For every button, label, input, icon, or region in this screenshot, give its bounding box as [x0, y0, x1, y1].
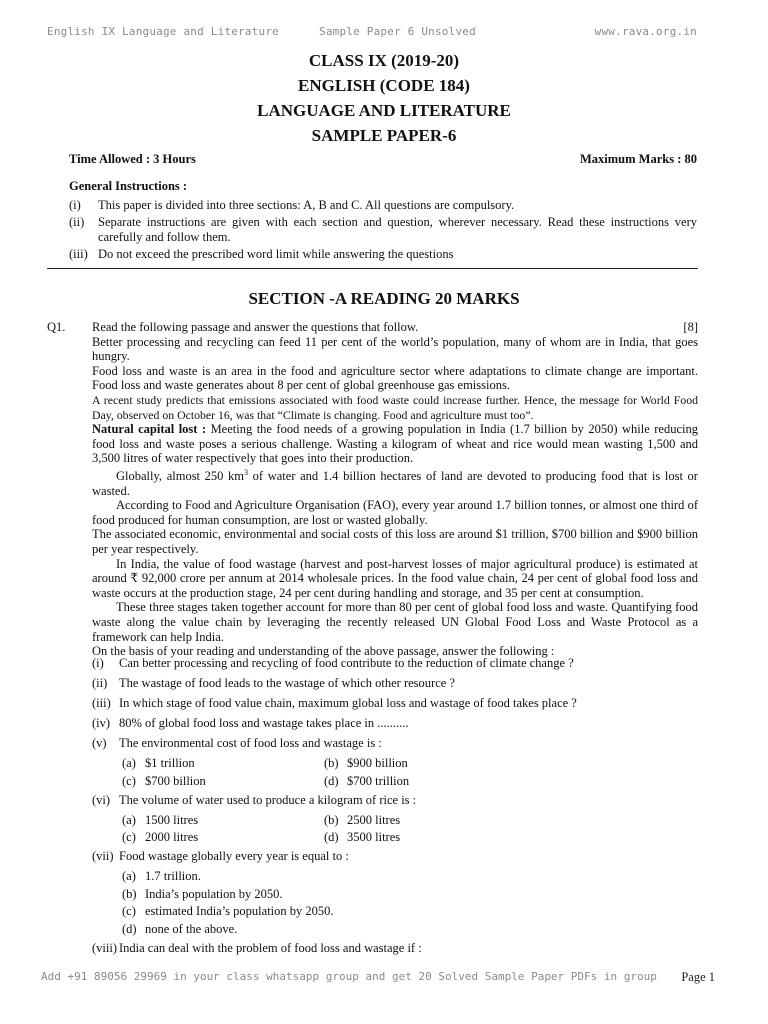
- instruction-text: This paper is divided into three sections: A, B and C. All questions are compulsory.: [98, 198, 515, 212]
- question-number: Q1.: [47, 320, 66, 334]
- sub-question: [92, 696, 698, 711]
- option-grid: [122, 756, 698, 789]
- option-label: (d): [324, 773, 339, 788]
- passage-paragraph: Food loss and waste is an area in the food and agriculture sector where adaptations to climate change are important. Food loss and waste generates about 8 per cent of global greenhouse gas emissions.: [92, 363, 698, 393]
- paper-titles: [0, 48, 768, 148]
- passage-paragraph: [92, 422, 698, 466]
- option-c: [122, 904, 698, 919]
- option-text: 2000 litres: [145, 830, 199, 844]
- option-text: estimated India’s population by 2050.: [145, 904, 334, 918]
- page-footer: [41, 970, 715, 983]
- option-a: [122, 869, 698, 884]
- sub-question: [92, 736, 698, 751]
- option-label: (d): [324, 830, 339, 844]
- option-label: (a): [122, 869, 136, 883]
- paragraph-text: Globally, almost 250 km: [116, 469, 245, 484]
- sub-question-number: (viii): [92, 940, 117, 955]
- option-label: (c): [122, 830, 136, 844]
- option-label: (c): [122, 904, 136, 918]
- option-text: none of the above.: [145, 921, 238, 936]
- sub-question: [92, 716, 698, 731]
- page-number: Page 1: [681, 970, 715, 984]
- option-c: [122, 774, 324, 789]
- sub-questions: [92, 656, 698, 961]
- horizontal-divider: [47, 268, 698, 269]
- sub-question-text: Can better processing and recycling of food contribute to the reduction of climate change ?: [119, 656, 574, 670]
- option-b: [324, 813, 526, 828]
- question-prompt: Read the following passage and answer the questions that follow.: [92, 320, 419, 334]
- option-row: [122, 774, 698, 789]
- option-text: $700 trillion: [347, 773, 410, 788]
- sub-question: [92, 793, 698, 808]
- sub-question-number: (iii): [92, 696, 111, 710]
- header-paper: Sample Paper 6 Unsolved: [319, 25, 476, 38]
- passage-paragraph: Better processing and recycling can feed 11 per cent of the world’s population, many of whom are in India, that goes hungry.: [92, 334, 698, 364]
- sub-question: [92, 941, 698, 956]
- general-instructions-list: [69, 198, 697, 264]
- paragraph-text: of water and 1.4 billion hectares of land are devoted to producing food that is lost or wasted.: [92, 469, 698, 498]
- footer-promo: Add +91 89056 29969 in your class whatsapp group and get 20 Solved Sample Paper PDFs in group: [41, 970, 657, 983]
- paragraph-text: Meeting the food needs of a growing population in India (1.7 billion by 2050) while reducing food loss and waste poses a serious challenge. Wasting a kilogram of wheat and rice would mean wasting 1,500 and 3,500 litres of water respectively that goes into their production.: [92, 422, 698, 466]
- passage-paragraph: According to Food and Agriculture Organisation (FAO), every year around 1.7 billion tonnes, or almost one third of food produced for human consumption, are lost or wasted globally.: [92, 498, 698, 527]
- question-prompt-row: [92, 320, 698, 335]
- sub-question-text: The environmental cost of food loss and wastage is :: [119, 736, 382, 750]
- passage-paragraph: [92, 466, 698, 498]
- passage-paragraph: In India, the value of food wastage (harvest and post-harvest losses of major agricultural produce) is estimated at around ₹ 92,000 crore per annum at 2014 wholesale prices. In the food value chain, 24 per cent of global food loss and waste occurs at the production stage, 24 per cent during handling and storage, and 35 per cent at consumption.: [92, 556, 698, 600]
- instruction-item: [69, 215, 697, 245]
- instruction-number: (iii): [69, 247, 88, 261]
- sub-question-number: (ii): [92, 676, 108, 690]
- title-class: CLASS IX (2019-20): [308, 51, 460, 70]
- title-sample-paper: SAMPLE PAPER-6: [311, 126, 457, 145]
- option-c: [122, 830, 324, 845]
- header-website: www.rava.org.in: [594, 25, 697, 38]
- paragraph-lead: Natural capital lost :: [92, 422, 207, 437]
- passage: [92, 320, 698, 659]
- passage-paragraph: These three stages taken together account for more than 80 per cent of global food loss and waste. Quantifying food waste along the value chain by leveraging the recently released UN Global Food Loss and Waste Protocol as a framework can help India.: [92, 600, 698, 644]
- instruction-number: (ii): [69, 215, 85, 229]
- option-label: (c): [122, 773, 136, 788]
- option-row: [122, 756, 698, 771]
- option-row: [122, 830, 698, 845]
- superscript: 3: [244, 467, 249, 477]
- instruction-item: [69, 247, 697, 262]
- sub-question-text: In which stage of food value chain, maximum global loss and wastage of food takes place ?: [119, 696, 577, 710]
- sub-question-text: The wastage of food leads to the wastage of which other resource ?: [119, 676, 455, 690]
- title-subject-code: ENGLISH (CODE 184): [298, 76, 470, 95]
- option-text: 1.7 trillion.: [145, 869, 201, 883]
- option-text: 2500 litres: [347, 812, 401, 827]
- section-heading: SECTION -A READING 20 MARKS: [248, 289, 520, 308]
- sub-question: [92, 656, 698, 671]
- option-label: (b): [122, 886, 137, 901]
- instruction-text: Do not exceed the prescribed word limit while answering the questions: [98, 247, 454, 261]
- instruction-number: (i): [69, 198, 81, 212]
- passage-paragraph: The associated economic, environmental and social costs of this loss are around $1 trillion, $700 billion and $900 billion per year respectively.: [92, 527, 698, 557]
- option-text: 3500 litres: [347, 830, 401, 844]
- instruction-text: Separate instructions are given with each section and question, wherever necessary. Read these instructions very carefully and follow them.: [98, 215, 697, 244]
- maximum-marks: Maximum Marks : 80: [580, 152, 697, 166]
- sub-question-number: (v): [92, 736, 107, 750]
- question-marks: [8]: [683, 320, 698, 334]
- option-a: [122, 756, 324, 771]
- option-a: [122, 813, 324, 828]
- sub-question-number: (vii): [92, 849, 114, 863]
- option-label: (b): [324, 756, 339, 770]
- header-subject: English IX Language and Literature: [47, 25, 279, 38]
- sub-question: [92, 849, 698, 864]
- sub-question-number: (i): [92, 656, 104, 670]
- option-label: (a): [122, 812, 136, 827]
- option-b: [324, 756, 526, 771]
- option-label: (d): [122, 921, 137, 936]
- option-text: $1 trillion: [145, 756, 195, 770]
- option-text: $700 billion: [145, 773, 206, 788]
- general-instructions-title: General Instructions :: [69, 179, 188, 193]
- option-text: $900 billion: [347, 756, 408, 770]
- passage-paragraph: A recent study predicts that emissions associated with food waste could increase further. Hence, the message for World Food Day, observed on October 16, was that “Climate is changing. Food and agriculture must too”.: [92, 392, 698, 422]
- sub-question-text: The volume of water used to produce a kilogram of rice is :: [119, 792, 417, 807]
- option-grid: [122, 813, 698, 846]
- sub-question-text: 80% of global food loss and wastage takes place in ..........: [119, 716, 409, 730]
- option-label: (b): [324, 812, 339, 827]
- option-label: (a): [122, 756, 136, 770]
- option-list: [122, 869, 698, 937]
- option-d: [324, 774, 526, 789]
- passage-paragraph: On the basis of your reading and understanding of the above passage, answer the following :: [92, 644, 555, 659]
- option-text: India’s population by 2050.: [145, 886, 283, 901]
- option-row: [122, 813, 698, 828]
- sub-question: [92, 676, 698, 691]
- sub-question-number: (vi): [92, 792, 111, 807]
- time-allowed: Time Allowed : 3 Hours: [69, 152, 196, 166]
- option-text: 1500 litres: [145, 812, 199, 827]
- sub-question-number: (iv): [92, 716, 111, 730]
- title-subject: LANGUAGE AND LITERATURE: [257, 101, 511, 120]
- question-1: [47, 320, 698, 659]
- option-d: [324, 830, 526, 845]
- sub-question-text: Food wastage globally every year is equal to :: [119, 849, 349, 863]
- option-d: [122, 922, 698, 937]
- sub-question-text: India can deal with the problem of food loss and wastage if :: [119, 940, 422, 955]
- exam-meta: [69, 152, 697, 167]
- instruction-item: [69, 198, 697, 213]
- option-b: [122, 887, 698, 902]
